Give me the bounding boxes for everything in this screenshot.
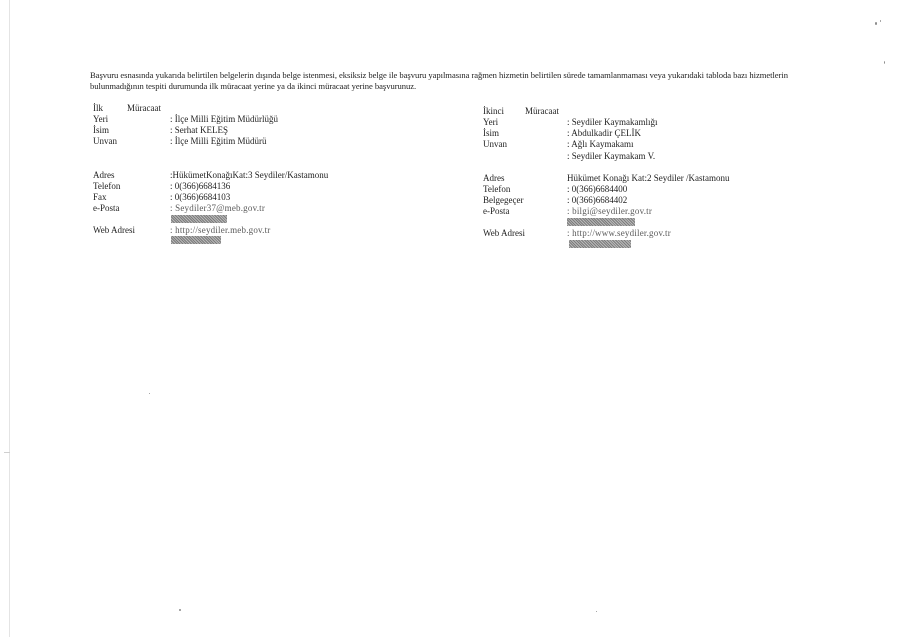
first-fax-label: Fax (93, 192, 107, 202)
first-heading-a: İlk (93, 103, 103, 113)
intro-paragraph: Başvuru esnasında yukarıda belirtilen belgelerin dışında belge istenmesi, eksiksiz belge ile başvuru yapılmasına rağmen hizmetin belirtilen sürede tamamlanmaması veya yukarıdaki tabloda bazı hizmetlerin bulunmadığının tespiti durumunda ilk müracaat yerine ya da ikinci müracaat yerine başvurunuz. (90, 70, 788, 91)
first-web-value: : http://seydiler.meb.gov.tr (170, 225, 271, 235)
second-name-value: : Abdulkadir ÇELİK (567, 128, 641, 138)
second-email-label: e-Posta (483, 206, 510, 216)
second-name-label: İsim (483, 128, 500, 138)
first-address-label: Adres (93, 170, 115, 180)
redaction-mark (171, 215, 227, 223)
scan-speck (149, 393, 150, 394)
first-heading-b: Müracaat (127, 103, 161, 113)
scan-speck (875, 22, 877, 25)
second-title-value-2: : Seydiler Kaymakam V. (567, 151, 656, 161)
first-title-label: Unvan (93, 136, 117, 146)
scan-edge-line (9, 0, 10, 637)
scan-speck (880, 20, 881, 22)
second-address-label: Adres (483, 173, 505, 183)
second-title-label: Unvan (483, 139, 507, 149)
second-location-value: : Seydiler Kaymakamlığı (567, 117, 658, 127)
second-web-label: Web Adresi (483, 228, 526, 238)
first-phone-value: : 0(366)6684136 (170, 181, 231, 191)
second-address-value: Hükümet Konağı Kat:2 Seydiler /Kastamonu (567, 173, 730, 183)
second-title-value: : Ağlı Kaymakamı (567, 139, 634, 149)
first-location-value: : İlçe Milli Eğitim Müdürlüğü (170, 114, 278, 124)
second-phone-label: Telefon (483, 184, 511, 194)
first-fax-value: : 0(366)6684103 (170, 192, 231, 202)
first-phone-label: Telefon (93, 181, 121, 191)
first-address-value: :HükümetKonağıKat:3 Seydiler/Kastamonu (170, 170, 329, 180)
scan-speck (884, 61, 885, 64)
second-heading-a: İkinci (483, 106, 504, 116)
second-fax-label: Belgegeçer (483, 195, 524, 205)
second-email-value: : bilgi@seydiler.gov.tr (567, 206, 653, 216)
redaction-mark (569, 240, 631, 248)
second-location-label: Yeri (483, 117, 499, 127)
first-email-label: e-Posta (93, 203, 120, 213)
first-title-value: : İlçe Milli Eğitim Müdürü (170, 136, 267, 146)
first-name-label: İsim (93, 125, 110, 135)
redaction-mark (171, 236, 221, 244)
redaction-mark (567, 218, 635, 226)
second-phone-value: : 0(366)6684400 (567, 184, 628, 194)
scan-margin-mark (4, 452, 10, 453)
second-fax-value: : 0(366)6684402 (567, 195, 628, 205)
second-heading-b: Müracaat (525, 106, 559, 116)
first-name-value: : Serhat KELEŞ (170, 125, 228, 135)
scan-speck (596, 611, 597, 612)
first-web-label: Web Adresi (93, 225, 136, 235)
first-location-label: Yeri (93, 114, 109, 124)
second-web-value: : http://www.seydiler.gov.tr (567, 228, 671, 238)
first-email-value: : Seydiler37@meb.gov.tr (170, 203, 266, 213)
scan-speck (179, 609, 181, 611)
